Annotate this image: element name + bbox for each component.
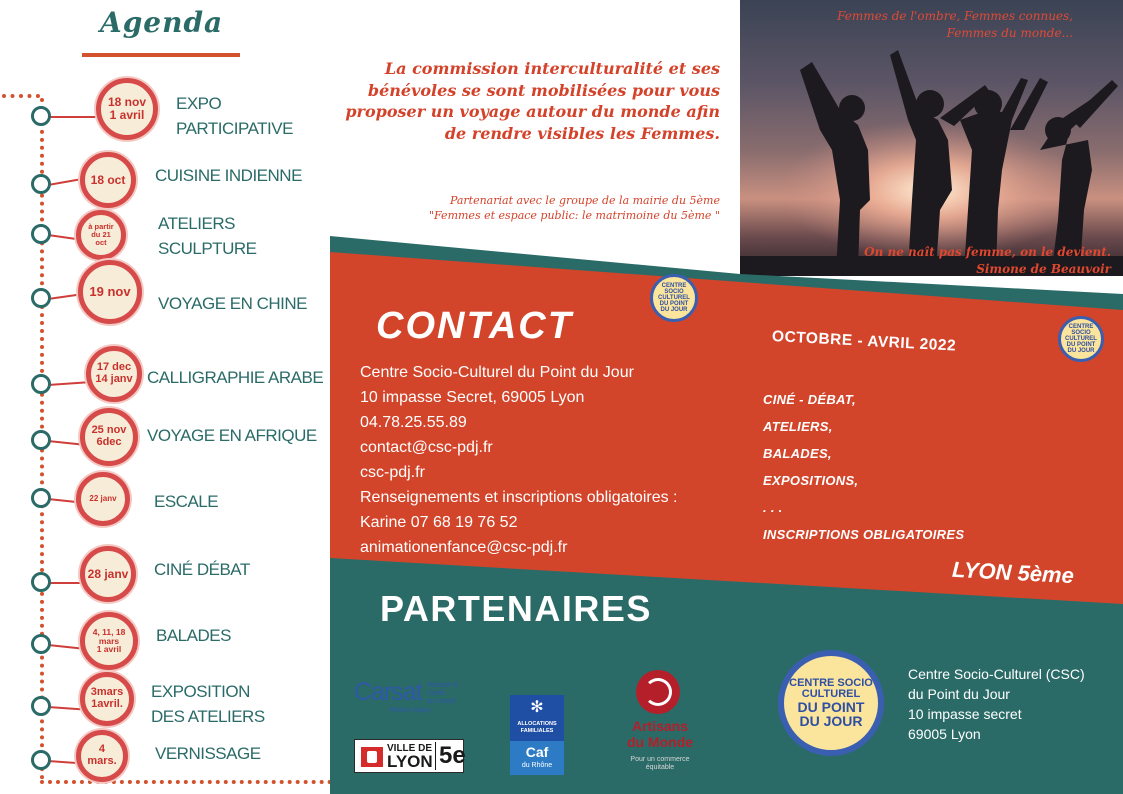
contact-address: 10 impasse Secret, 69005 Lyon <box>360 389 585 406</box>
contact-phone: 04.78.25.55.89 <box>360 414 467 431</box>
csc-small2-line4: DU JOUR <box>1067 348 1095 355</box>
carsat-name: Carsat <box>354 678 422 706</box>
artisans-tagline1: Pour un commerce <box>630 756 690 763</box>
activity-inscriptions: INSCRIPTIONS OBLIGATOIRES <box>763 527 965 542</box>
csc-logo-small <box>650 274 698 322</box>
city-label: LYON 5ème <box>951 556 1075 589</box>
csc-address-line1: Centre Socio-Culturel (CSC) <box>908 666 1085 682</box>
ville-arrondissement: 5e <box>439 742 466 769</box>
contact-email-children: animationenfance@csc-pdj.fr <box>360 539 568 556</box>
ville-line1: VILLE DE <box>387 743 433 754</box>
agenda-event-label: BALADES <box>156 626 231 645</box>
agenda-underline <box>82 53 240 57</box>
date-badge: 18 nov 1 avril <box>96 78 158 140</box>
csc-address-line2: du Point du Jour <box>908 686 1010 702</box>
contact-title: CONTACT <box>376 305 573 347</box>
carsat-region: Rhône-Alpes <box>390 707 431 714</box>
intro-text: La commission interculturalité et ses bénévoles se sont mobilisées pour vous proposer un voyage autour du monde afin de rendre visibles les Femmes. <box>345 59 720 143</box>
timeline-marker-icon <box>31 106 51 126</box>
carsat-tag3: au travail <box>427 698 456 705</box>
carsat-tag2: Santé <box>427 690 446 697</box>
date-badge: 25 nov 6dec <box>80 408 138 466</box>
agenda-event-label: EXPOSITION DES ATELIERS <box>151 682 265 726</box>
date-pointer <box>48 644 84 650</box>
csc-large-line2: CULTUREL <box>801 687 861 700</box>
agenda-event-label: VERNISSAGE <box>155 744 261 763</box>
agenda-item <box>0 672 330 734</box>
csc-logo-small-2 <box>1058 316 1104 362</box>
timeline-marker-icon <box>31 288 51 308</box>
activity-ellipsis: . . . <box>763 500 783 515</box>
date-badge: 22 janv <box>76 472 130 526</box>
agenda-item <box>0 546 330 608</box>
contact-details <box>360 360 740 560</box>
agenda-item <box>0 78 330 140</box>
caf-sub: du Rhône <box>521 762 553 769</box>
date-badge: 28 janv <box>80 546 136 602</box>
agenda-title: Agenda <box>100 6 224 39</box>
agenda-item <box>0 346 330 408</box>
date-pointer <box>48 178 84 186</box>
csc-small-line3: DU POINT <box>659 301 689 308</box>
intro-note-line2: "Femmes et espace public: le matrimoine du 5ème " <box>428 208 720 222</box>
activity-cine-debat: CINÉ - DÉBAT, <box>763 392 856 407</box>
timeline-marker-icon <box>31 374 51 394</box>
csc-small2-line1: CENTRE SOCIO <box>1068 323 1094 336</box>
date-pointer <box>48 381 90 386</box>
agenda-event-label: VOYAGE EN CHINE <box>158 294 307 313</box>
date-badge: 4 mars. <box>76 730 128 782</box>
timeline-marker-icon <box>31 430 51 450</box>
timeline-marker-icon <box>31 174 51 194</box>
csc-address-line3: 10 impasse secret <box>908 706 1022 722</box>
csc-large-line3: DU POINT <box>797 698 865 715</box>
photo-quote-line1: On ne naît pas femme, on le devient. <box>864 245 1111 259</box>
date-badge: 17 dec 14 janv <box>86 346 142 402</box>
date-pointer <box>48 116 100 118</box>
agenda-event-label: ATELIERS SCULPTURE <box>158 214 257 258</box>
timeline-marker-icon <box>31 634 51 654</box>
agenda-item <box>0 468 330 530</box>
agenda-event-label: CINÉ DÉBAT <box>154 560 250 579</box>
caf-brand: Caf <box>525 744 549 760</box>
agenda-event-label: ESCALE <box>154 492 219 511</box>
date-pointer <box>48 440 84 446</box>
activities-list <box>763 386 964 548</box>
agenda-event-label: VOYAGE EN AFRIQUE <box>147 426 317 445</box>
csc-address-line4: 69005 Lyon <box>908 726 981 742</box>
artisans-globe-icon <box>636 670 680 714</box>
csc-large-line4: DU JOUR <box>799 713 863 730</box>
activity-expositions: EXPOSITIONS, <box>763 473 859 488</box>
intro-note-line1: Partenariat avec le groupe de la mairie du 5ème <box>449 194 720 207</box>
partners-title: PARTENAIRES <box>380 588 652 629</box>
timeline-marker-icon <box>31 750 51 770</box>
agenda-event-label: CUISINE INDIENNE <box>155 166 302 185</box>
timeline-marker-icon <box>31 224 51 244</box>
program-dates: OCTOBRE - AVRIL 2022 <box>771 328 957 355</box>
photo-quote-top: Femmes de l'ombre, Femmes connues, Femmes du monde... <box>837 9 1073 41</box>
contact-website: csc-pdj.fr <box>360 464 425 481</box>
csc-small-line1: CENTRE SOCIO <box>661 282 687 295</box>
artisans-tagline2: équitable <box>645 764 675 771</box>
csc-logo-large <box>778 650 884 756</box>
agenda-event-label: CALLIGRAPHIE ARABE <box>147 368 324 387</box>
ville-de-lyon-logo <box>354 739 464 773</box>
csc-address <box>908 664 1108 744</box>
agenda-item <box>0 408 330 470</box>
date-badge: 19 nov <box>78 260 142 324</box>
activity-balades: BALADES, <box>763 446 832 461</box>
agenda-item <box>0 612 330 674</box>
date-pointer <box>48 760 80 764</box>
csc-small2-line2: CULTUREL <box>1065 335 1097 342</box>
contact-info-heading: Renseignements et inscriptions obligatoires : <box>360 489 678 506</box>
date-badge: 3mars 1avril. <box>80 672 134 726</box>
timeline-marker-icon <box>31 696 51 716</box>
activity-ateliers: ATELIERS, <box>763 419 833 434</box>
date-badge: 18 oct <box>80 152 136 208</box>
timeline-marker-icon <box>31 488 51 508</box>
ville-line2: LYON <box>387 752 433 771</box>
artisans-du-monde-logo <box>600 668 720 778</box>
photo-quote-author: Simone de Beauvoir <box>976 262 1111 276</box>
carsat-tag1: Retraite & <box>427 682 459 689</box>
agenda-item <box>0 730 330 792</box>
artisans-line1: Artisans <box>631 718 689 734</box>
intro-note <box>330 194 720 224</box>
contact-organisation: Centre Socio-Culturel du Point du Jour <box>360 364 634 381</box>
agenda-event-label: EXPO PARTICIPATIVE <box>176 94 293 138</box>
timeline-marker-icon <box>31 572 51 592</box>
csc-large-line1: CENTRE SOCIO <box>789 676 873 689</box>
caf-line2: FAMILIALES <box>520 728 554 734</box>
date-badge: à partir du 21 oct <box>76 210 126 260</box>
csc-small-line2: CULTUREL <box>658 294 690 301</box>
csc-small-line4: DU JOUR <box>660 307 688 314</box>
caf-logo <box>510 695 564 775</box>
lyon-flag-icon <box>361 747 383 767</box>
caf-line1: ALLOCATIONS <box>517 721 557 727</box>
date-pointer <box>48 706 84 711</box>
csc-small2-line3: DU POINT <box>1066 342 1096 349</box>
caf-family-icon: ✻ <box>530 699 544 716</box>
contact-person: Karine 07 68 19 76 52 <box>360 514 518 531</box>
date-pointer <box>48 582 84 584</box>
carsat-logo <box>354 678 464 718</box>
contact-email: contact@csc-pdj.fr <box>360 439 493 456</box>
agenda-item <box>0 262 330 324</box>
agenda-item <box>0 146 330 208</box>
artisans-line2: du Monde <box>626 734 694 750</box>
date-pointer <box>48 293 82 300</box>
date-badge: 4, 11, 18 mars 1 avril <box>80 612 138 670</box>
